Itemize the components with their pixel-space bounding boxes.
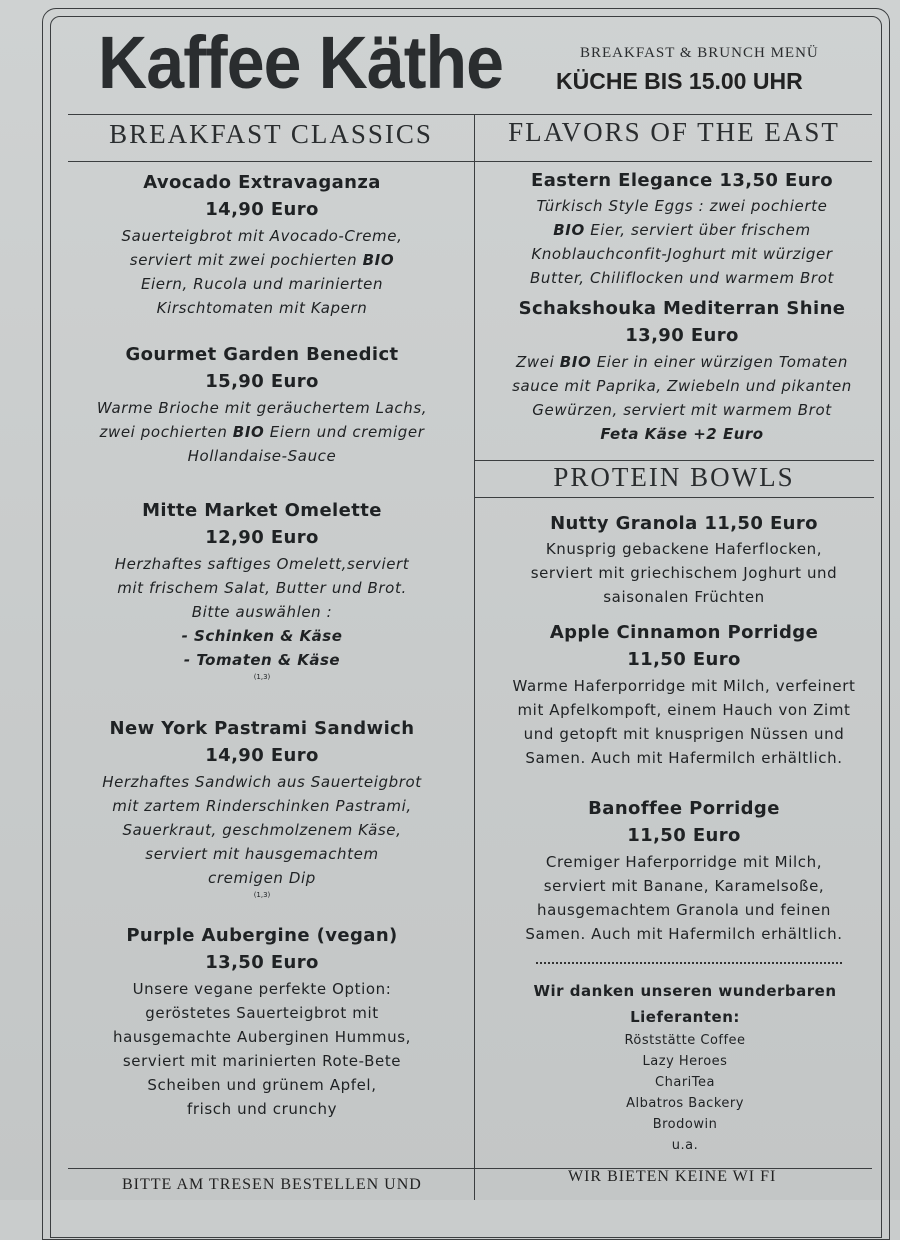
allergen-note: (1,3) (253, 891, 271, 899)
item-desc-line: cremigen Dip (208, 869, 316, 887)
item-desc-line: Warme Haferporridge mit Milch, verfeinert (512, 677, 856, 695)
menu-item (62, 923, 462, 1121)
item-desc-line: Samen. Auch mit Hafermilch erhältlich. (525, 925, 843, 943)
item-desc-line: hausgemachte Auberginen Hummus, (112, 1028, 412, 1046)
item-price: 15,90 Euro (205, 371, 319, 392)
item-desc-line: Cremiger Haferporridge mit Milch, (545, 853, 823, 871)
menu-subtitle: BREAKFAST & BRUNCH MENÜ (580, 45, 819, 61)
menu-item (484, 796, 884, 946)
item-price: 11,50 Euro (627, 649, 741, 670)
item-desc-line: mit Apfelkompoft, einem Hauch von Zimt (517, 701, 851, 719)
item-desc-line: Bitte auswählen : (191, 603, 333, 621)
supplier-name: Albatros Backery (626, 1096, 744, 1111)
item-desc-line: saisonalen Früchten (603, 588, 765, 606)
supplier-name: ChariTea (655, 1075, 715, 1090)
menu-item (62, 170, 462, 320)
supplier-name: u.a. (671, 1138, 699, 1153)
item-desc-line: Unsere vegane perfekte Option: (132, 980, 392, 998)
item-name: Schakshouka Mediterran Shine (518, 298, 846, 319)
item-desc-line: serviert mit marinierten Rote-Bete (122, 1052, 402, 1070)
item-desc-line: und getopft mit knusprigen Nüssen und (523, 725, 845, 743)
item-desc-line: zwei pochierten BIO Eiern und cremiger (99, 423, 425, 441)
supplier-name: Brodowin (652, 1117, 718, 1132)
menu-item (484, 511, 884, 609)
item-name: Gourmet Garden Benedict (125, 344, 399, 365)
section-header-divider (68, 161, 872, 162)
item-desc-line: Herzhaftes saftiges Omelett,serviert (114, 555, 410, 573)
item-desc-line: Kirschtomaten mit Kapern (156, 299, 368, 317)
bowls-top-divider (474, 460, 874, 461)
item-price: 14,90 Euro (205, 745, 319, 766)
dotted-divider (536, 962, 842, 964)
item-desc-line: Herzhaftes Sandwich aus Sauerteigbrot (102, 773, 422, 791)
item-name: Apple Cinnamon Porridge (549, 622, 819, 643)
item-desc-line: Knoblauchconfit-Joghurt mit würziger (531, 245, 833, 263)
item-desc-line: Türkisch Style Eggs : zwei pochierte (536, 197, 828, 215)
suppliers-thanks: Wir danken unseren wunderbaren (533, 982, 837, 1000)
item-name: Avocado Extravaganza (143, 172, 381, 193)
item-option: - Tomaten & Käse (183, 651, 341, 669)
item-price: 11,50 Euro (627, 825, 741, 846)
item-desc-line: Butter, Chiliflocken und warmem Brot (530, 269, 834, 287)
item-desc-line: Eiern, Rucola und marinierten (140, 275, 384, 293)
item-desc-line: hausgemachtem Granola und feinen (536, 901, 832, 919)
item-desc-line: Warme Brioche mit geräuchertem Lachs, (96, 399, 428, 417)
suppliers-block (480, 978, 890, 1156)
item-desc-line: Samen. Auch mit Hafermilch erhältlich. (525, 749, 843, 767)
item-price: 13,90 Euro (625, 325, 739, 346)
section-title-east: FLAVORS OF THE EAST (508, 117, 840, 147)
allergen-note: (1,3) (253, 673, 271, 681)
item-desc-line: Gewürzen, serviert mit warmem Brot (532, 401, 832, 419)
item-desc-line: serviert mit hausgemachtem (145, 845, 379, 863)
item-price: 12,90 Euro (205, 527, 319, 548)
brand-title: Kaffee Käthe (98, 21, 504, 104)
item-price: 13,50 Euro (205, 952, 319, 973)
item-name: Mitte Market Omelette (142, 500, 382, 521)
item-desc-line: mit frischem Salat, Butter und Brot. (117, 579, 407, 597)
item-extra: Feta Käse +2 Euro (600, 425, 764, 443)
item-desc-line: Scheiben und grünem Apfel, (147, 1076, 377, 1094)
item-desc-line: Sauerkraut, geschmolzenem Käse, (122, 821, 402, 839)
footer-right-note: WIR BIETEN KEINE WI FI (568, 1168, 777, 1185)
item-name: Nutty Granola 11,50 Euro (550, 513, 818, 534)
menu-item (482, 296, 882, 446)
section-title-classics: BREAKFAST CLASSICS (109, 119, 433, 149)
section-title-bowls: PROTEIN BOWLS (553, 462, 795, 492)
menu-item (482, 168, 882, 290)
item-desc-line: serviert mit zwei pochierten BIO (129, 251, 395, 269)
bowls-bottom-divider (474, 497, 874, 498)
item-desc-line: BIO Eier, serviert über frischem (553, 221, 811, 239)
column-divider (474, 114, 475, 1200)
menu-item (62, 498, 462, 682)
menu-item (62, 716, 462, 900)
footer-left-note: BITTE AM TRESEN BESTELLEN UND (122, 1176, 422, 1193)
header-divider (68, 114, 872, 115)
item-name: Purple Aubergine (vegan) (126, 925, 398, 946)
item-desc-line: geröstetes Sauerteigbrot mit (145, 1004, 379, 1022)
menu-item (484, 620, 884, 770)
item-desc-line: serviert mit griechischem Joghurt und (530, 564, 838, 582)
item-desc-line: Sauerteigbrot mit Avocado-Creme, (121, 227, 403, 245)
supplier-name: Röststätte Coffee (624, 1033, 746, 1048)
item-name: Eastern Elegance 13,50 Euro (531, 170, 833, 191)
kitchen-hours: KÜCHE BIS 15.00 UHR (556, 68, 803, 94)
item-name: New York Pastrami Sandwich (109, 718, 415, 739)
menu-item (62, 342, 462, 468)
item-desc-line: sauce mit Paprika, Zwiebeln und pikanten (512, 377, 852, 395)
item-desc-line: Zwei BIO Eier in einer würzigen Tomaten (516, 353, 848, 371)
item-desc-line: mit zartem Rinderschinken Pastrami, (112, 797, 412, 815)
item-name: Banoffee Porridge (588, 798, 780, 819)
item-price: 14,90 Euro (205, 199, 319, 220)
item-option: - Schinken & Käse (181, 627, 343, 645)
item-desc-line: Hollandaise-Sauce (187, 447, 337, 465)
item-desc-line: frisch und crunchy (186, 1100, 338, 1118)
supplier-name: Lazy Heroes (642, 1054, 728, 1069)
item-desc-line: Knusprig gebackene Haferflocken, (545, 540, 823, 558)
suppliers-title: Lieferanten: (630, 1008, 740, 1026)
item-desc-line: serviert mit Banane, Karamelsoße, (543, 877, 825, 895)
